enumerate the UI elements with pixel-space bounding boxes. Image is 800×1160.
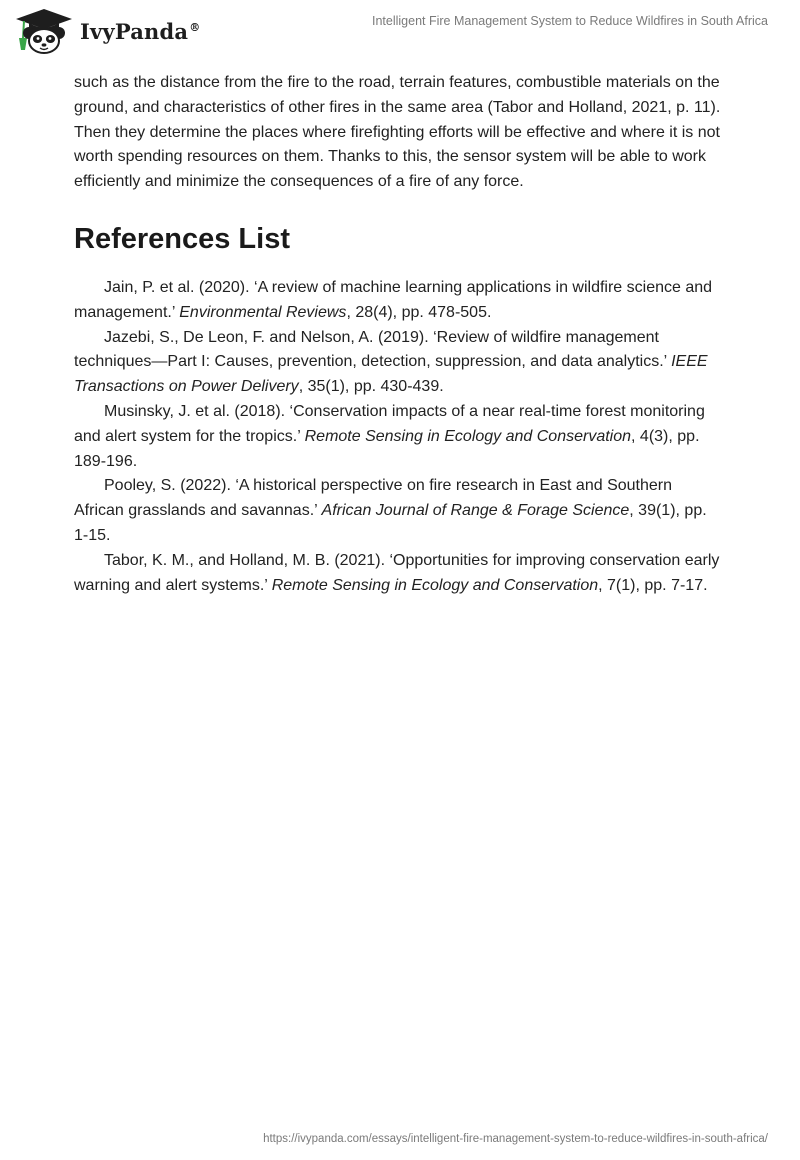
footer-source-url[interactable]: https://ivypanda.com/essays/intelligent-fire-management-system-to-reduce-wildfires-in-south-africa/ (263, 1133, 768, 1145)
brand-logo[interactable] (14, 8, 200, 54)
references-heading: References List (74, 222, 290, 255)
journal-title: IEEE Transactions on Power Delivery (74, 353, 708, 396)
reference-item: Tabor, K. M., and Holland, M. B. (2021). ‘Opportunities for improving conservation early warning and alert systems.’ Remote Sensing in Ecology and Conservation, 7(1), pp. 7-17. (74, 551, 720, 594)
running-title: Intelligent Fire Management System to Reduce Wildfires in South Africa (371, 14, 768, 28)
reference-item: Musinsky, J. et al. (2018). ‘Conservation impacts of a near real-time forest monitoring and alert system for the tropics.’ Remote Sensing in Ecology and Conservation, 4(3), pp. 189-196. (74, 402, 705, 470)
references-list (74, 276, 724, 598)
reference-item: Pooley, S. (2022). ‘A historical perspective on fire research in East and Southern African grasslands and savannas.’ African Journal of Range & Forage Science, 39(1), pp. 1-15. (74, 477, 707, 544)
page-header (0, 0, 800, 70)
brand-name: IvyPanda® (80, 18, 201, 44)
journal-title: Remote Sensing in Ecology and Conservation (304, 427, 632, 445)
journal-title: Remote Sensing in Ecology and Conservation (271, 576, 599, 594)
journal-title: African Journal of Range & Forage Science (321, 502, 630, 520)
body-paragraph: such as the distance from the fire to the road, terrain features, combustible materials on the ground, and characteristics of other fires in the same area (Tabor and Holland, 2021, p. 11). Then they determine the places where firefighting efforts will be effective and where it is not worth spending resources on them. Thanks to this, the sensor system will be able to work efficiently and minimize the consequences of a fire of any force. (74, 74, 721, 191)
journal-title: Environmental Reviews (179, 303, 347, 321)
panda-graduate-icon (14, 8, 74, 54)
document-body (74, 71, 724, 598)
reference-item: Jain, P. et al. (2020). ‘A review of machine learning applications in wildfire science and management.’ Environmental Reviews, 28(4), pp. 478-505. (74, 278, 713, 321)
reference-item: Jazebi, S., De Leon, F. and Nelson, A. (2019). ‘Review of wildfire management techniques—Part I: Causes, prevention, detection, suppression, and data analytics.’ IEEE Transactions on Power Delivery, 35(1), pp. 430-439. (74, 328, 708, 396)
